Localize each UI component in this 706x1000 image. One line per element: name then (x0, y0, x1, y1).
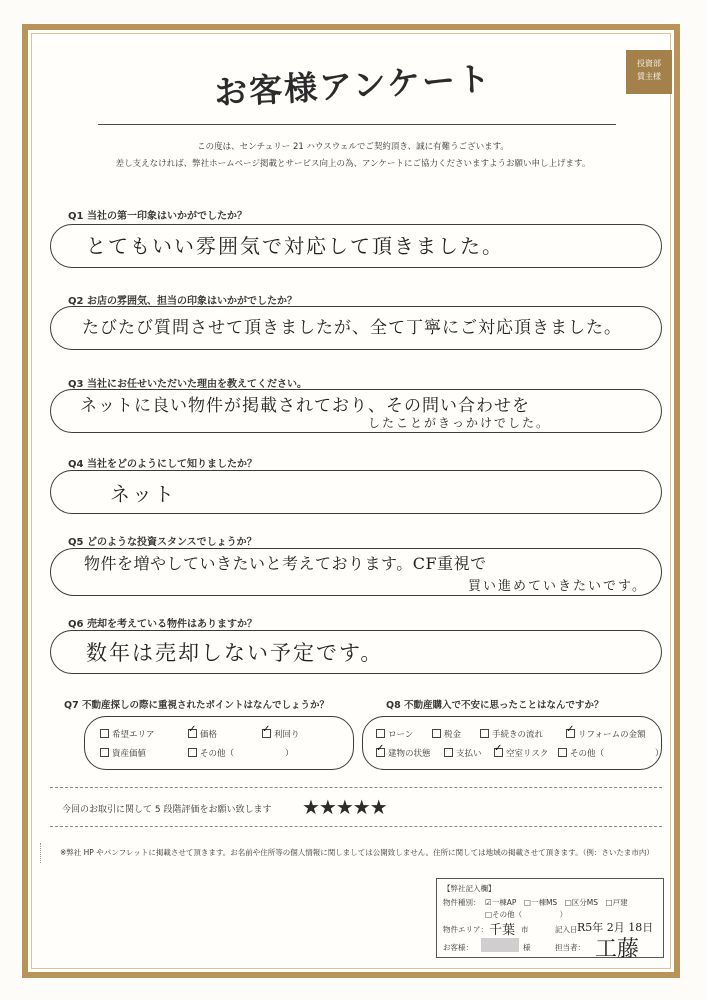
area-value: 千葉 (489, 923, 516, 938)
q8-option-payment[interactable]: 支払い (444, 747, 482, 759)
checkbox-checked[interactable] (262, 729, 271, 738)
customer-label: お客様： (443, 943, 473, 952)
q1-label: Q1 当社の第一印象はいかがでしたか？ (68, 211, 247, 222)
q6-answer: 数年は売却しない予定です。 (86, 641, 384, 665)
q5-answer-line-2: 買い進めていきたいです。 (468, 579, 647, 594)
q1-answer: とてもいい雰囲気で対応して頂きました。 (86, 234, 504, 258)
q8-options-box (362, 716, 662, 770)
badge-line-1: 投資部 (637, 59, 661, 68)
q7-option-other[interactable]: その他（ ） (188, 747, 294, 759)
area-label: 物件エリア： (443, 925, 488, 934)
property-type-label: 物件種別： (443, 898, 481, 907)
checkbox-checked[interactable] (566, 729, 575, 738)
checkbox-checked[interactable] (188, 729, 197, 738)
q7-option-asset-value[interactable]: 資産価値 (100, 747, 146, 759)
q7-option-yield[interactable]: ✓ 利回り (262, 728, 300, 740)
date-label: 記入日 (555, 925, 578, 934)
rating-divider-top (50, 787, 662, 788)
checkbox[interactable] (444, 748, 453, 757)
q4-label: Q4 当社をどのようにして知りましたか？ (68, 459, 257, 470)
customer-suffix: 様 (523, 943, 531, 952)
property-type-options[interactable]: ☑一棟AP □一棟MS □区分MS □戸建 (485, 898, 628, 907)
q7-option-area[interactable]: 希望エリア (100, 728, 155, 740)
rating-prompt: 今回のお取引に関して 5 段階評価をお願い致します (62, 805, 272, 815)
q7-options-box (84, 716, 354, 770)
intro-line-1: この度は、センチュリー 21 ハウスウェルでご契約頂き、誠に有難うございます。 (197, 142, 509, 152)
punch-mark (40, 843, 44, 863)
checkbox[interactable] (188, 748, 197, 757)
q4-answer: ネット (110, 482, 176, 506)
q8-option-procedure[interactable]: 手続きの流れ (480, 728, 543, 740)
q3-label: Q3 当社にお任せいただいた理由を教えてください。 (68, 379, 307, 390)
rating-stars[interactable]: ★★★★★ (302, 795, 387, 819)
property-type-other[interactable]: □その他（ ） (485, 910, 568, 919)
date-value: R5年 2月 18日 (577, 921, 654, 934)
q8-option-tax[interactable]: 税金 (432, 728, 461, 740)
page-title: お客様アンケート (213, 58, 493, 113)
checkbox-checked[interactable] (494, 748, 503, 757)
checkbox[interactable] (480, 729, 489, 738)
checkbox[interactable] (376, 729, 385, 738)
badge-line-2: 賃主様 (637, 72, 661, 81)
checkbox[interactable] (558, 748, 567, 757)
title-rule (98, 124, 616, 125)
intro-line-2: 差し支えなければ、弊社ホームページ掲載とサービス向上の為、アンケートにご協力くださいますようお願い申し上げます。 (115, 159, 591, 169)
q3-answer: ネットに良い物件が掲載されており、その問い合わせを (80, 396, 530, 416)
q5-label: Q5 どのような投資スタンスでしょうか？ (68, 537, 257, 548)
area-suffix: 市 (521, 925, 529, 934)
checkbox-checked[interactable] (376, 748, 385, 757)
q5-answer: 物件を増やしていきたいと考えております。CF重視で (84, 554, 487, 573)
staff-label: 担当者： (555, 943, 585, 952)
q8-label: Q8 不動産購入で不安に思ったことはなんですか？ (386, 700, 604, 711)
rating-divider-bottom (50, 826, 662, 827)
q8-option-vacancy-risk[interactable]: ✓ 空室リスク (494, 747, 548, 759)
q8-option-other[interactable]: その他（ ） (558, 747, 664, 759)
checkbox[interactable] (100, 729, 109, 738)
privacy-note: ※弊社 HP やパンフレットに掲載させて頂きます。お名前や住所等の個人情報に関しましては公開致しません。住所に関しては地域の掲載させて頂きます。（例：さいたま市内） (60, 848, 654, 857)
staff-name: 工藤 (595, 937, 640, 962)
q6-label: Q6 売却を考えている物件はありますか？ (68, 619, 257, 630)
q7-label: Q7 不動産探しの際に重視されたポイントはなんでしょうか？ (64, 700, 329, 711)
q2-label: Q2 お店の雰囲気、担当の印象はいかがでしたか？ (68, 296, 297, 307)
q7-option-price[interactable]: ✓ 価格 (188, 728, 217, 740)
office-heading: 【弊社記入欄】 (443, 884, 496, 893)
checkbox[interactable] (432, 729, 441, 738)
q3-answer-line-2: したことがきっかけでした。 (368, 416, 551, 430)
office-use-box (436, 878, 664, 962)
checkbox[interactable] (100, 748, 109, 757)
q2-answer: たびたび質問させて頂きましたが、全て丁寧にご対応頂きました。 (82, 318, 622, 338)
q8-option-loan[interactable]: ローン (376, 728, 413, 740)
customer-name-redacted (481, 938, 519, 952)
q8-option-building-condition[interactable]: ✓建物の状態 (376, 747, 431, 759)
q8-option-reform-cost[interactable]: ✓ リフォームの金額 (566, 728, 646, 740)
